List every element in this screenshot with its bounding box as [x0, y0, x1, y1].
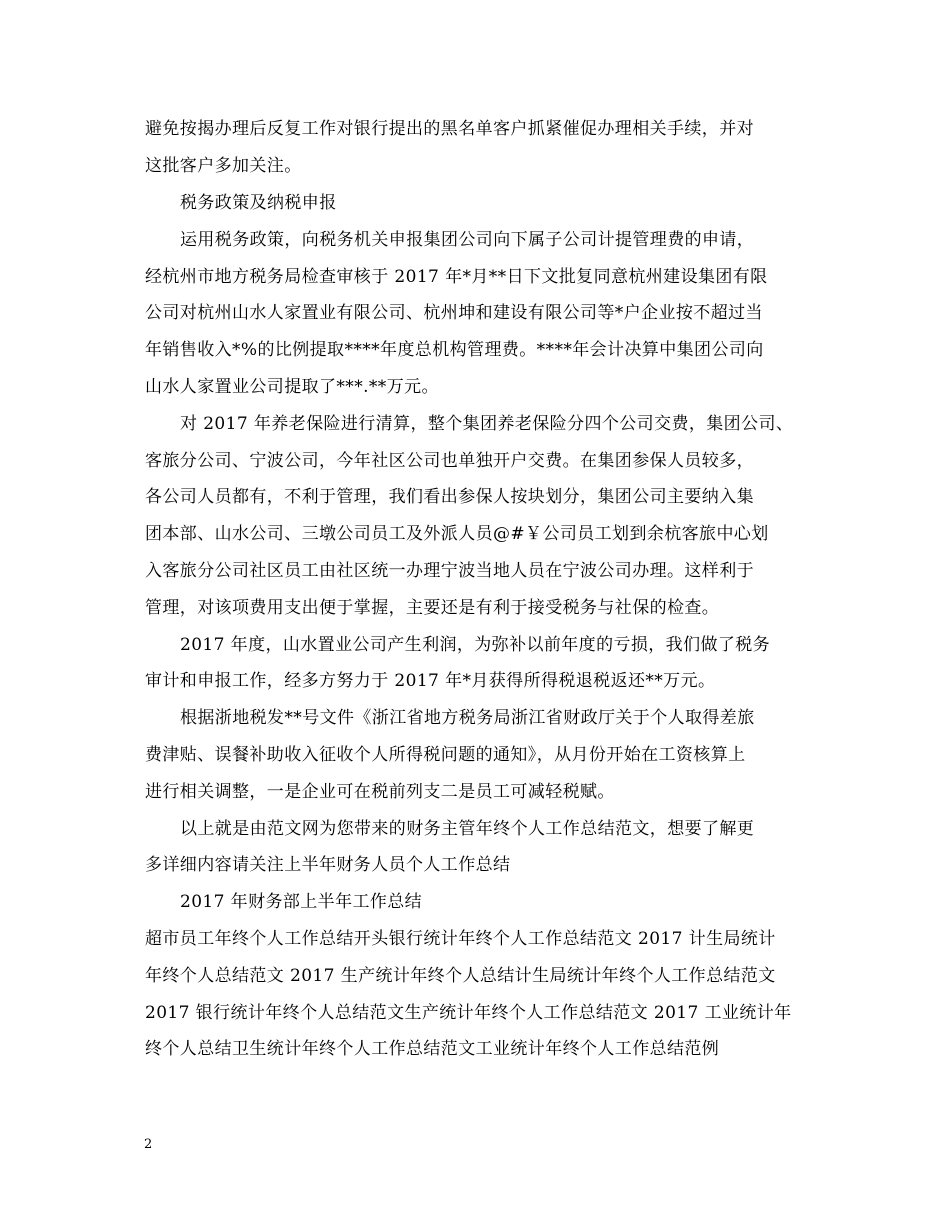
body-text-line: 多详细内容请关注上半年财务人员个人工作总结: [145, 855, 511, 875]
body-text-line: 团本部、山水公司、三墩公司员工及外派人员@#￥公司员工划到余杭客旅中心划: [145, 524, 769, 544]
related-links-line: 2017 银行统计年终个人总结范文生产统计年终个人工作总结范文 2017 工业统计年: [145, 1003, 792, 1023]
related-links-line: 终个人总结卫生统计年终个人工作总结范文工业统计年终个人工作总结范例: [145, 1039, 720, 1059]
body-text-line: 对 2017 年养老保险进行清算，整个集团养老保险分四个公司交费，集团公司、: [180, 414, 794, 434]
related-links-line: 超市员工年终个人工作总结开头银行统计年终个人工作总结范文 2017 计生局统计: [145, 929, 776, 949]
related-links-line: 年终个人总结范文 2017 生产统计年终个人总结计生局统计年终个人工作总结范文: [145, 966, 776, 986]
page-number: 2: [144, 1137, 153, 1152]
body-text-line: 公司对杭州山水人家置业有限公司、杭州坤和建设有限公司等*户企业按不超过当: [145, 303, 763, 323]
body-text-line: 各公司人员都有，不利于管理，我们看出参保人按块划分，集团公司主要纳入集: [145, 487, 754, 507]
body-text-line: 客旅分公司、宁波公司，今年社区公司也单独开户交费。在集团参保人员较多，: [145, 451, 754, 471]
body-text-line: 以上就是由范文网为您带来的财务主管年终个人工作总结范文，想要了解更: [180, 819, 755, 839]
body-text-line: 运用税务政策，向税务机关申报集团公司向下属子公司计提管理费的申请，: [180, 230, 755, 250]
related-heading: 2017 年财务部上半年工作总结: [180, 892, 423, 912]
body-text-line: 年销售收入*%的比例提取****年度总机构管理费。****年会计决算中集团公司向: [145, 340, 764, 360]
body-text-line: 2017 年度，山水置业公司产生利润，为弥补以前年度的亏损，我们做了税务: [180, 635, 771, 655]
body-text-line: 山水人家置业公司提取了***.**万元。: [145, 377, 439, 397]
body-text-line: 避免按揭办理后反复工作对银行提出的黑名单客户抓紧催促办理相关手续，并对: [145, 119, 754, 139]
body-text-line: 管理，对该项费用支出便于掌握，主要还是有利于接受税务与社保的检查。: [145, 598, 720, 618]
body-text-line: 根据浙地税发**号文件《浙江省地方税务局浙江省财政厅关于个人取得差旅: [180, 708, 755, 728]
body-text-line: 入客旅分公司社区员工由社区统一办理宁波当地人员在宁波公司办理。这样利于: [145, 561, 754, 581]
body-text-line: 费津贴、误餐补助收入征收个人所得税问题的通知》，从月份开始在工资核算上: [145, 745, 746, 765]
body-text-line: 进行相关调整，一是企业可在税前列支二是员工可减轻税赋。: [145, 782, 615, 802]
body-text-line: 这批客户多加关注。: [145, 156, 302, 176]
body-text-line: 审计和申报工作，经多方努力于 2017 年*月获得所得税退税返还**万元。: [145, 671, 716, 691]
section-heading-tax-policy: 税务政策及纳税申报: [180, 193, 337, 213]
body-text-line: 经杭州市地方税务局检查审核于 2017 年*月**日下文批复同意杭州建设集团有限: [145, 267, 768, 287]
